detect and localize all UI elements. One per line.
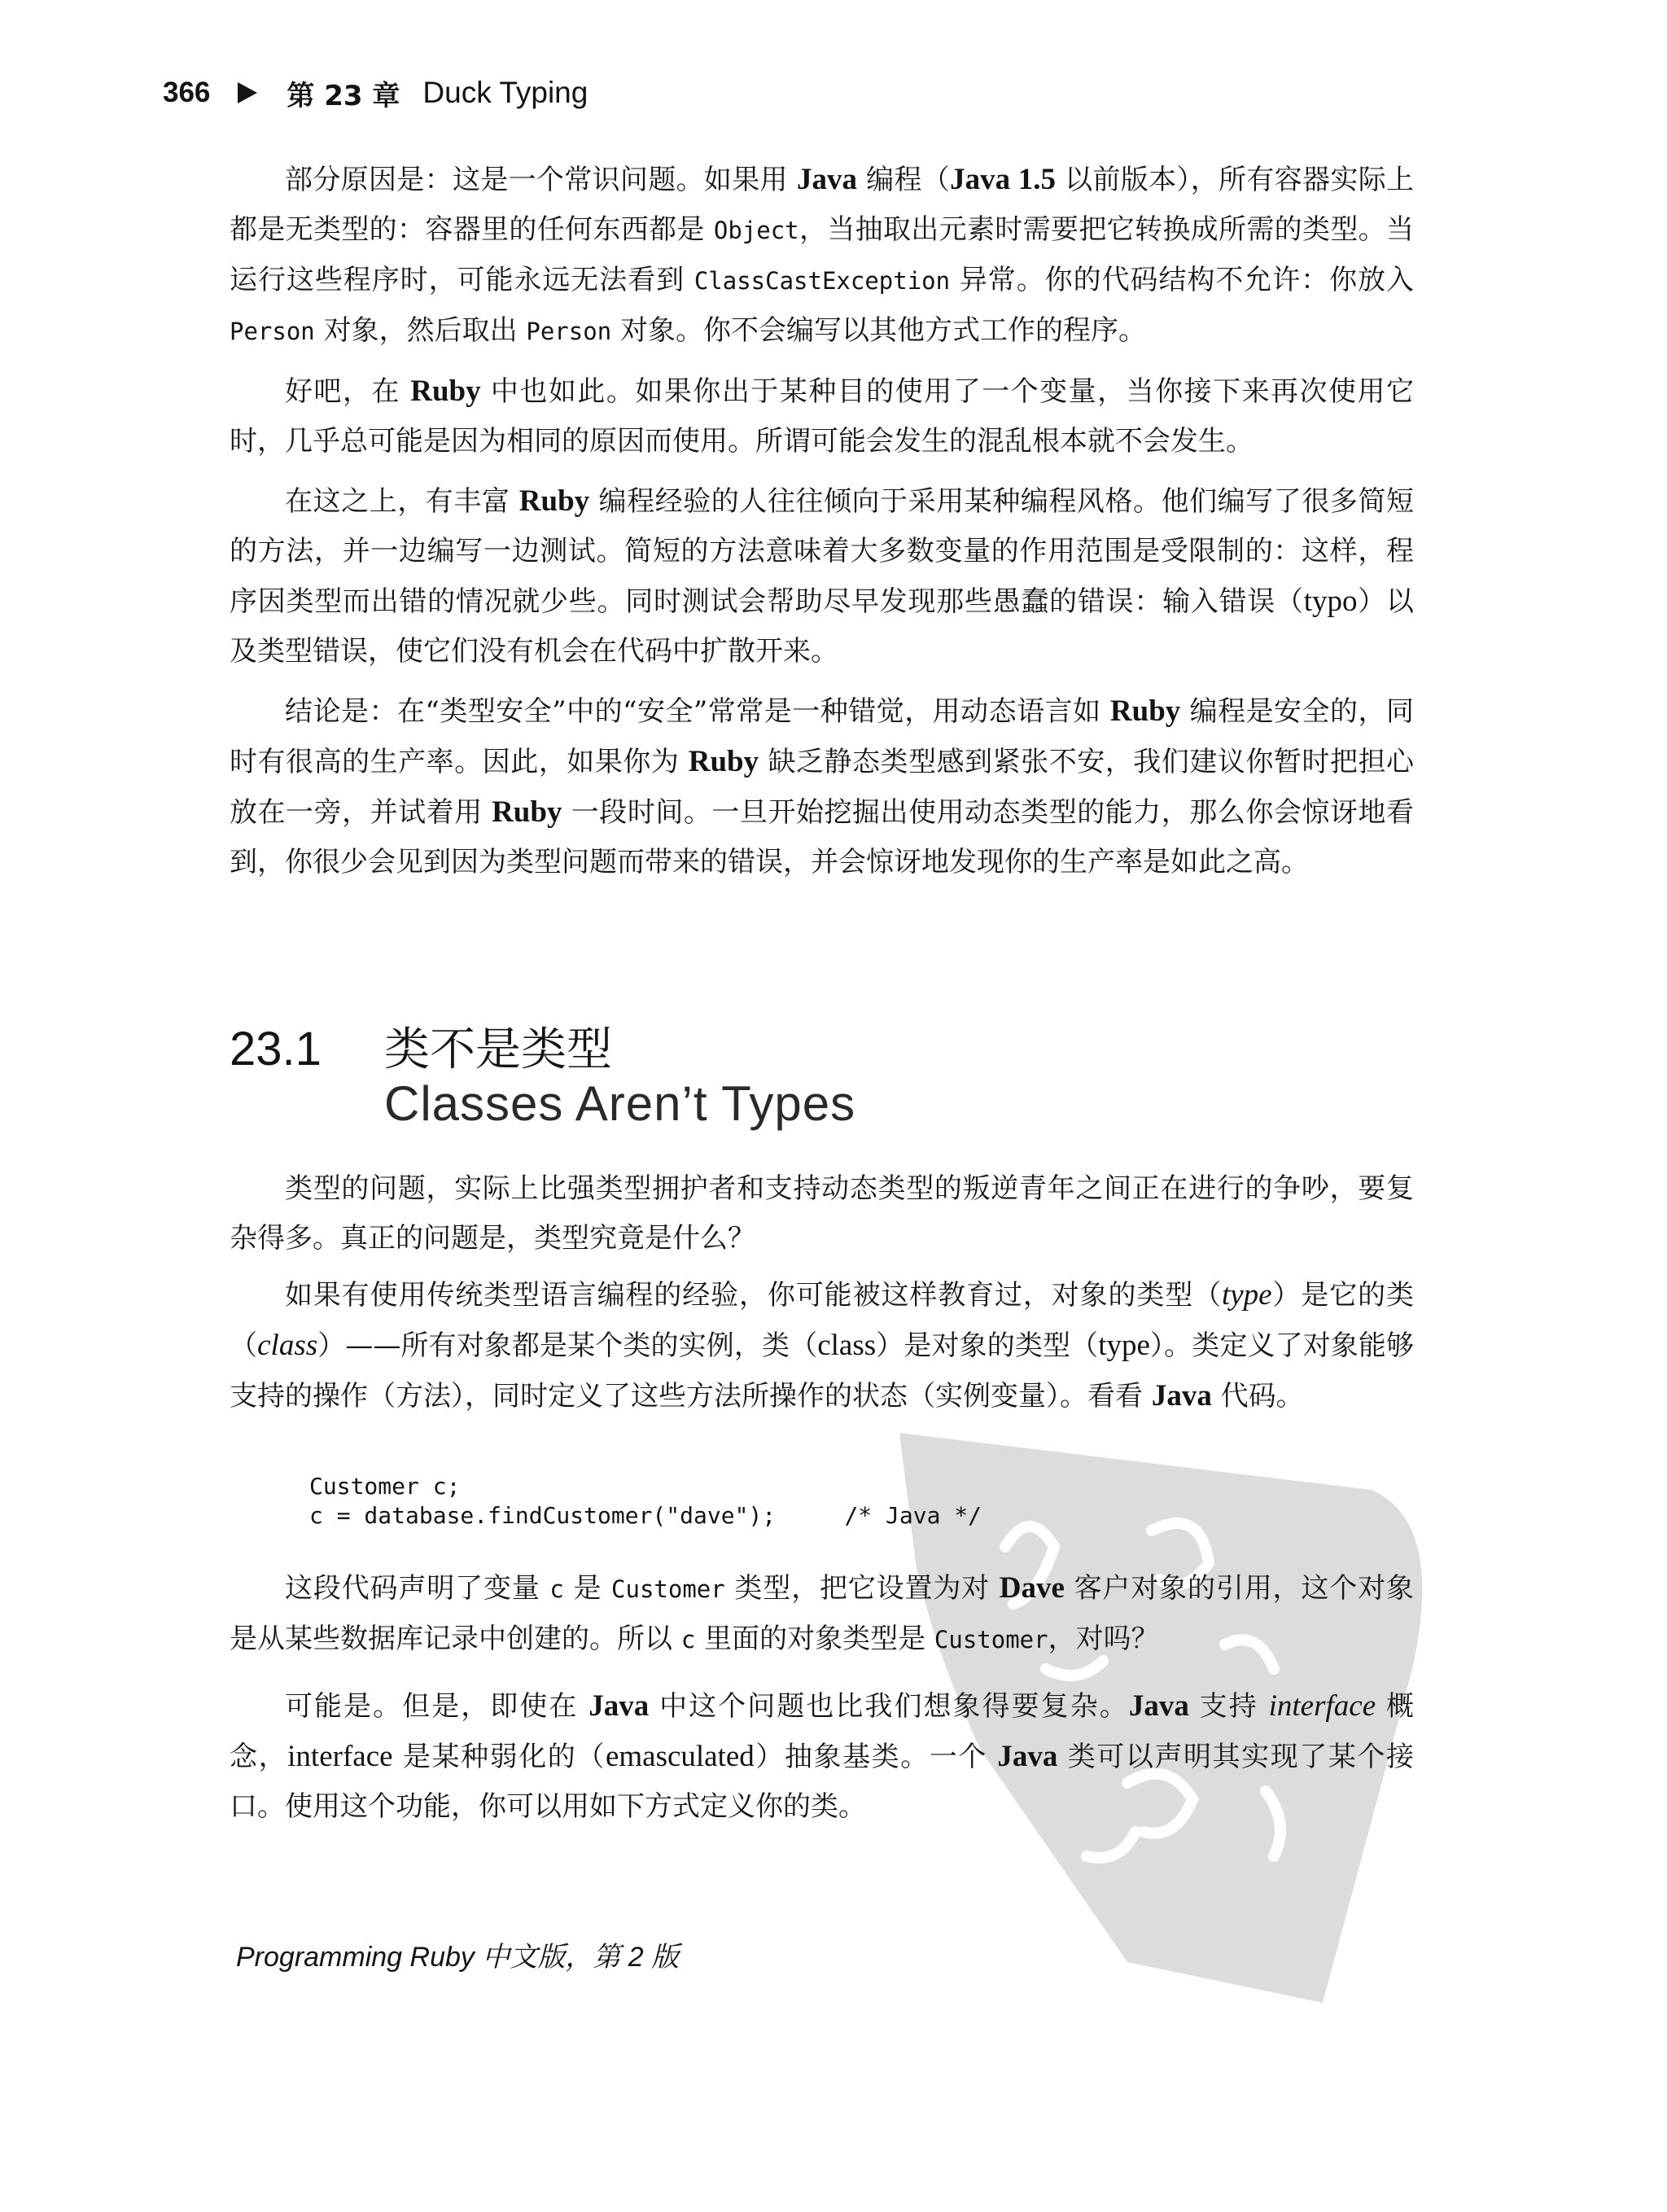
body-text-after-code <box>230 1563 1414 1832</box>
paragraph-7: 这段代码声明了变量 c 是 Customer 类型，把它设置为对 Dave 客户对象的引用，这个对象是从某些数据库记录中创建的。所以 c 里面的对象类型是 Customer，对吗？ <box>230 1571 1414 1655</box>
arrow-right-icon <box>238 82 257 103</box>
paragraph-8: 可能是。但是，即使在 Java 中这个问题也比我们想象得要复杂。Java 支持 interface 概念，interface 是某种弱化的（emasculated）抽象基类。一个 Java 类可以声明其实现了某个接口。使用这个功能，你可以用如下方式定义你的类。 <box>230 1689 1415 1823</box>
chapter-label: 第 23 章 <box>287 79 400 112</box>
page-number: 366 <box>163 77 211 108</box>
code-line: c = database.findCustomer("dave"); /* Java */ <box>309 1502 982 1529</box>
paragraph-4: 结论是：在“类型安全”中的“安全”常常是一种错觉，用动态语言如 Ruby 编程是安全的，同时有很高的生产率。因此，如果你为 Ruby 缺乏静态类型感到紧张不安，我们建议你暂时把担心放在一旁，并试着用 Ruby 一段时间。一旦开始挖掘出使用动态类型的能力，那么你会惊讶地看到，你很少会见到因为类型问题而带来的错误，并会惊讶地发现你的生产率是如此之高。 <box>230 694 1414 878</box>
code-listing <box>309 1472 982 1531</box>
paragraph-2: 好吧，在 Ruby 中也如此。如果你出于某种目的使用了一个变量，当你接下来再次使用它时，几乎总可能是因为相同的原因而使用。所谓可能会发生的混乱根本就不会发生。 <box>230 375 1414 458</box>
chapter-title: Duck Typing <box>422 76 588 109</box>
paragraph-5: 类型的问题，实际上比强类型拥护者和支持动态类型的叛逆青年之间正在进行的争吵，要复杂得多。真正的问题是，类型究竟是什么？ <box>230 1172 1414 1255</box>
running-footer: Programming Ruby 中文版，第 2 版 <box>236 1942 680 1973</box>
body-text-section <box>230 1164 1414 1421</box>
running-header <box>163 72 588 114</box>
paragraph-3: 在这之上，有丰富 Ruby 编程经验的人往往倾向于采用某种编程风格。他们编写了很多简短的方法，并一边编写一边测试。简短的方法意味着大多数变量的作用范围是受限制的：这样，程序因类型而出错的情况就少些。同时测试会帮助尽早发现那些愚蠢的错误：输入错误（typo）以及类型错误，使它们没有机会在代码中扩散开来。 <box>230 484 1415 668</box>
paragraph-6: 如果有使用传统类型语言编程的经验，你可能被这样教育过，对象的类型（type）是它的类（class）——所有对象都是某个类的实例，类（class）是对象的类型（type）。类定义了对象能够支持的操作（方法），同时定义了这些方法所操作的状态（实例变量）。看看 Java 代码。 <box>230 1278 1415 1413</box>
body-text-top <box>230 155 1414 887</box>
section-title-english: Classes Aren’t Types <box>384 1076 856 1131</box>
paragraph-1: 部分原因是：这是一个常识问题。如果用 Java 编程（Java 1.5 以前版本），所有容器实际上都是无类型的：容器里的任何东西都是 Object，当抽取出元素时需要把它转换成所需的类型。当运行这些程序时，可能永远无法看到 ClassCastException 异常。你的代码结构不允许：你放入 Person 对象，然后取出 Person 对象。你不会编写以其他方式工作的程序。 <box>230 163 1415 347</box>
section-title-chinese: 类不是类型 <box>384 1023 612 1076</box>
code-line: Customer c; <box>309 1473 461 1500</box>
section-heading <box>230 1014 855 1132</box>
section-number: 23.1 <box>230 1023 322 1075</box>
